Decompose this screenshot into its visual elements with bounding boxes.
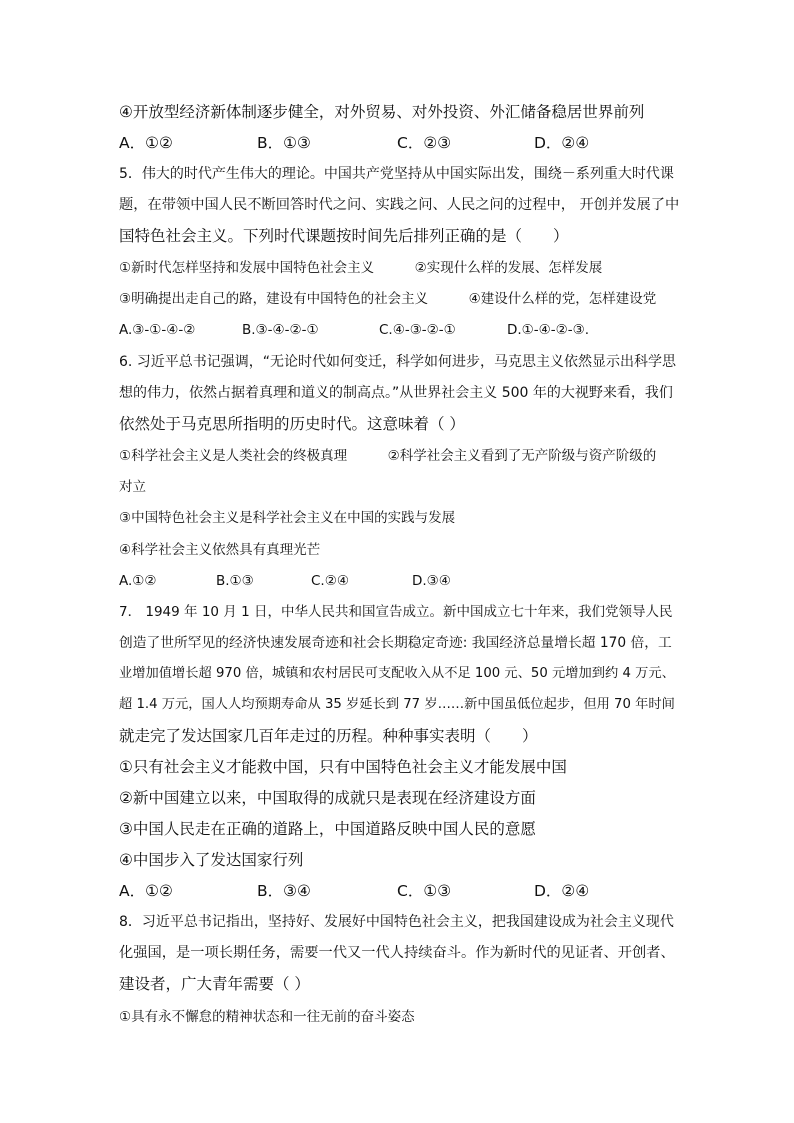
q5-statements-1-2: ①新时代怎样坚持和发展中国特色社会主义 ②实现什么样的发展、怎样发展 [119, 260, 603, 276]
q7-option-a: A．①② [119, 882, 173, 900]
q6-stem-line-3: 依然处于马克思所指明的历史时代。这意味着（ ） [119, 415, 465, 433]
q6-option-b: B.①③ [216, 573, 254, 589]
q4-option-b: B．①③ [257, 134, 311, 152]
q6-options [119, 571, 679, 591]
q7-option-c: C．①③ [397, 882, 452, 900]
q6-statement-3: ③中国特色社会主义是科学社会主义在中国的实践与发展 [119, 510, 456, 526]
q7-stem-line-2: 创造了世所罕见的经济快速发展奇迹和社会长期稳定奇迹: 我国经济总量增长超 170 倍，工 [119, 635, 672, 651]
q5-option-d: D.①-④-②-③. [507, 322, 590, 338]
q8-stem-line-3: 建设者，广大青年需要（ ） [119, 975, 310, 993]
q7-stem-line-3: 业增加值增长超 970 倍，城镇和农村居民可支配收入从不足 100 元、50 元增加到约 4 万元、 [119, 666, 675, 681]
q7-option-d: D．②④ [534, 882, 590, 900]
q7-stem-line-4: 超 1.4 万元，国人人均预期寿命从 35 岁延长到 77 岁……新中国虽低位起步，但用 70 年时间 [119, 697, 675, 712]
q6-statement-2-cont: 对立 [119, 479, 146, 495]
q4-option-a: A．①② [119, 134, 173, 152]
q7-statement-1: ①只有社会主义才能救中国，只有中国特色社会主义才能发展中国 [119, 758, 567, 776]
q4-option-c: C．②③ [397, 134, 452, 152]
q6-option-c: C.②④ [311, 573, 349, 589]
q5-option-a: A.③-①-④-② [119, 322, 196, 338]
q6-statement-4: ④科学社会主义依然具有真理光芒 [119, 542, 321, 558]
q4-option-d: D．②④ [534, 134, 590, 152]
q5-options [119, 320, 679, 340]
q7-options [119, 881, 679, 901]
q7-statement-3: ③中国人民走在正确的道路上，中国道路反映中国人民的意愿 [119, 820, 536, 838]
q7-option-b: B．③④ [257, 882, 311, 900]
q5-stem-line-2: 题，在带领中国人民不断回答时代之问、实践之问、人民之问的过程中， 开创并发展了中 [119, 197, 680, 213]
q6-option-d: D.③④ [412, 573, 451, 589]
q7-statement-2: ②新中国建立以来，中国取得的成就只是表现在经济建设方面 [119, 789, 536, 807]
q7-statement-4: ④中国步入了发达国家行列 [119, 851, 304, 869]
q6-stem-line-1: 6. 习近平总书记强调，“无论时代如何变迁，科学如何进步，马克思主义依然显示出科学思 [119, 354, 677, 370]
q5-option-c: C.④-③-②-① [379, 322, 456, 338]
q8-stem-line-1: 8．习近平总书记指出，坚持好、发展好中国特色社会主义，把我国建设成为社会主义现代 [119, 914, 674, 930]
q5-stem-line-1: 5．伟大的时代产生伟大的理论。中国共产党坚持从中国实际出发，围绕－系列重大时代课 [119, 166, 674, 182]
q5-stem-line-3: 国特色社会主义。下列时代课题按时间先后排列正确的是（ ） [119, 227, 569, 245]
q7-stem-line-1: 7． 1949 年 10 月 1 日，中华人民共和国宣告成立。新中国成立七十年来，我们党领导人民 [119, 604, 673, 620]
q8-stem-line-2: 化强国，是一项长期任务，需要一代又一代人持续奋斗。作为新时代的见证者、开创者、 [119, 945, 675, 961]
q5-statements-3-4: ③明确提出走自己的路，建设有中国特色的社会主义 ④建设什么样的党，怎样建设党 [119, 291, 657, 307]
q4-statement-4: ④开放型经济新体制逐步健全，对外贸易、对外投资、外汇储备稳居世界前列 [119, 103, 645, 121]
q5-option-b: B.③-④-②-① [242, 322, 319, 338]
q7-stem-line-5: 就走完了发达国家几百年走过的历程。种种事实表明（ ） [119, 727, 538, 745]
q6-statements-1-2: ①科学社会主义是人类社会的终极真理 ②科学社会主义看到了无产阶级与资产阶级的 [119, 448, 657, 464]
q6-stem-line-2: 想的伟力，依然占据着真理和道义的制高点。”从世界社会主义 500 年的大视野来看，我们 [119, 385, 673, 401]
q6-option-a: A.①② [119, 573, 157, 589]
q4-options [119, 133, 679, 153]
q8-statement-1: ①具有永不懈怠的精神状态和一往无前的奋斗姿态 [119, 1009, 415, 1025]
